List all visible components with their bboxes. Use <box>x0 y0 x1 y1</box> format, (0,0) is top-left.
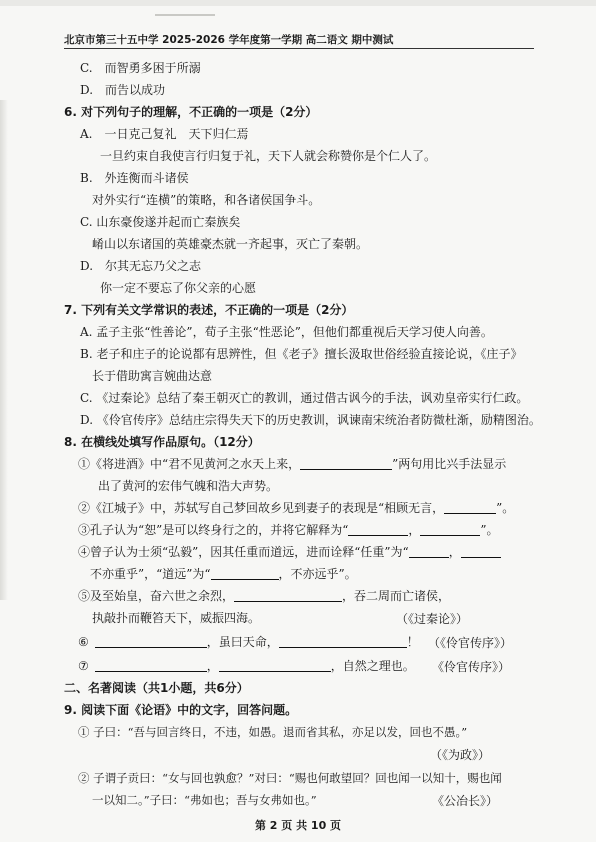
q8-item-7-num: ⑦ <box>78 659 89 673</box>
answer-blank[interactable] <box>234 589 342 602</box>
q8-item-4-cont <box>90 566 357 582</box>
q8-item-6-text-c: ！ <box>406 635 419 649</box>
q7-option-b-line1: B. 老子和庄子的论说都有思辨性，但《老子》擅长汲取世俗经验直接论说，《庄子》 <box>80 347 523 361</box>
q7-option-b-line2: 长于借助寓言婉曲达意 <box>92 369 213 383</box>
q8-item-5-text-a: ⑤及至始皇，奋六世之余烈， <box>78 589 235 603</box>
q9-excerpt-1-source: （《为政》） <box>430 748 491 762</box>
q8-item-5 <box>78 588 450 604</box>
answer-blank[interactable] <box>409 545 449 558</box>
q8-item-4 <box>78 544 501 560</box>
q8-item-2 <box>78 500 514 516</box>
q8-item-2-text-a: ②《江城子》中，苏轼写自己梦回故乡见到妻子的表现是“相顾无言， <box>78 501 445 515</box>
q9-excerpt-2-line1: ② 子谓子贡曰：“女与回也孰愈？”对曰：“赐也何敢望回？回也闻一以知十，赐也闻 <box>78 771 502 785</box>
q8-item-3-text-c: ”。 <box>480 523 499 537</box>
question-7: 7. 下列有关文学常识的表述，不正确的一项是（2分） <box>64 303 354 317</box>
q8-item-4-text-c: 不亦重乎”，“道远”为“ <box>90 567 211 581</box>
answer-blank[interactable] <box>461 545 501 558</box>
header-rule <box>64 48 534 49</box>
answer-blank[interactable] <box>95 635 207 648</box>
answer-blank[interactable] <box>420 523 480 536</box>
question-8: 8. 在横线处填写作品原句。（12分） <box>64 435 260 449</box>
question-6: 6. 对下列句子的理解，不正确的一项是（2分） <box>64 105 318 119</box>
answer-blank[interactable] <box>279 635 407 648</box>
q8-item-6-source: （《伶官传序》） <box>428 636 513 650</box>
q8-item-4-text-a: ④曾子认为士须“弘毅”，因其任重而道远，进而诠释“任重”为“ <box>78 545 409 559</box>
answer-blank[interactable] <box>348 523 408 536</box>
q8-item-1-text-a: ①《将进酒》中“君不见黄河之水天上来， <box>78 457 301 471</box>
q8-item-4-text-d: ，不亦远乎”。 <box>278 567 357 581</box>
q6-option-c-explanation: 崤山以东诸国的英雄豪杰就一齐起事，灭亡了秦朝。 <box>92 237 369 251</box>
page-fold-shadow <box>0 100 8 600</box>
q9-excerpt-2-line2: 一以知二。”子曰：“弗如也；吾与女弗如也。” <box>92 793 317 807</box>
page-header: 北京市第三十五中学 2025-2026 学年度第一学期 高二语文 期中测试 <box>64 34 394 46</box>
page-number-footer: 第 2 页 共 10 页 <box>254 819 342 832</box>
option-d-prev: D. 而告以成功 <box>80 83 166 97</box>
q8-item-2-text-b: ”。 <box>496 501 515 515</box>
q8-item-5-source: （《过秦论》） <box>396 612 469 626</box>
answer-blank[interactable] <box>95 659 207 672</box>
q8-item-7-text-b: ， <box>206 659 219 673</box>
option-c-prev: C. 而智勇多困于所溺 <box>80 61 201 75</box>
pen-mark <box>155 14 215 16</box>
q9-excerpt-1: ① 子曰：“吾与回言终日，不违，如愚。退而省其私，亦足以发，回也不愚。” <box>78 725 468 739</box>
q8-item-7 <box>78 658 415 674</box>
q8-item-5-text-b: ，吞二周而亡诸侯， <box>342 589 451 603</box>
q7-option-d: D. 《伶官传序》总结庄宗得失天下的历史教训，讽谏南宋统治者防微杜渐，励精图治。 <box>80 413 541 427</box>
q7-option-a: A. 孟子主张“性善论”，荀子主张“性恶论”，但他们都重视后天学习使人向善。 <box>80 325 493 339</box>
answer-blank[interactable] <box>300 457 392 470</box>
page-top-edge <box>0 0 596 6</box>
q8-item-3 <box>78 522 499 538</box>
q8-item-6-num: ⑥ <box>78 635 89 649</box>
q6-option-d: D. 尔其无忘乃父之志 <box>80 259 202 273</box>
q6-option-a: A. 一日克己复礼 天下归仁焉 <box>80 127 249 141</box>
q8-item-3-text-a: ③孔子认为“恕”是可以终身行之的，并将它解释为“ <box>78 523 349 537</box>
q8-item-1 <box>78 456 506 472</box>
q7-option-c: C. 《过秦论》总结了秦王朝灭亡的教训，通过借古讽今的手法，讽劝皇帝实行仁政。 <box>80 391 529 405</box>
q8-item-1-text-b: ”两句用比兴手法显示 <box>392 457 507 471</box>
q8-item-4-text-b: ， <box>448 545 461 559</box>
q8-item-1-cont: 出了黄河的宏伟气魄和浩大声势。 <box>98 479 279 493</box>
q8-item-7-text-c: ，自然之理也。 <box>330 659 415 673</box>
answer-blank[interactable] <box>444 501 496 514</box>
q8-item-3-text-b: ， <box>408 523 421 537</box>
answer-blank[interactable] <box>211 567 279 580</box>
q8-item-6 <box>78 634 419 650</box>
q8-item-7-source: 《伶官传序》） <box>432 660 511 674</box>
q6-option-c: C. 山东豪俊遂并起而亡秦族矣 <box>80 215 241 229</box>
q6-option-d-explanation: 你一定不要忘了你父亲的心愿 <box>100 281 257 295</box>
q6-option-b-explanation: 对外实行“连横”的策略，和各诸侯国争斗。 <box>92 193 321 207</box>
q9-excerpt-2-source: 《公冶长》） <box>432 794 499 808</box>
q6-option-a-explanation: 一旦约束自我使言行归复于礼，天下人就会称赞你是个仁人了。 <box>100 149 437 163</box>
q6-option-b: B. 外连衡而斗诸侯 <box>80 171 189 185</box>
question-9: 9. 阅读下面《论语》中的文字，回答问题。 <box>64 703 298 717</box>
q8-item-5-cont: 执敲扑而鞭笞天下，威振四海。 <box>92 611 261 625</box>
answer-blank[interactable] <box>219 659 331 672</box>
q8-item-6-text-b: ，虽曰天命， <box>206 635 279 649</box>
section-2-heading: 二、名著阅读（共1小题，共6分） <box>64 681 249 695</box>
